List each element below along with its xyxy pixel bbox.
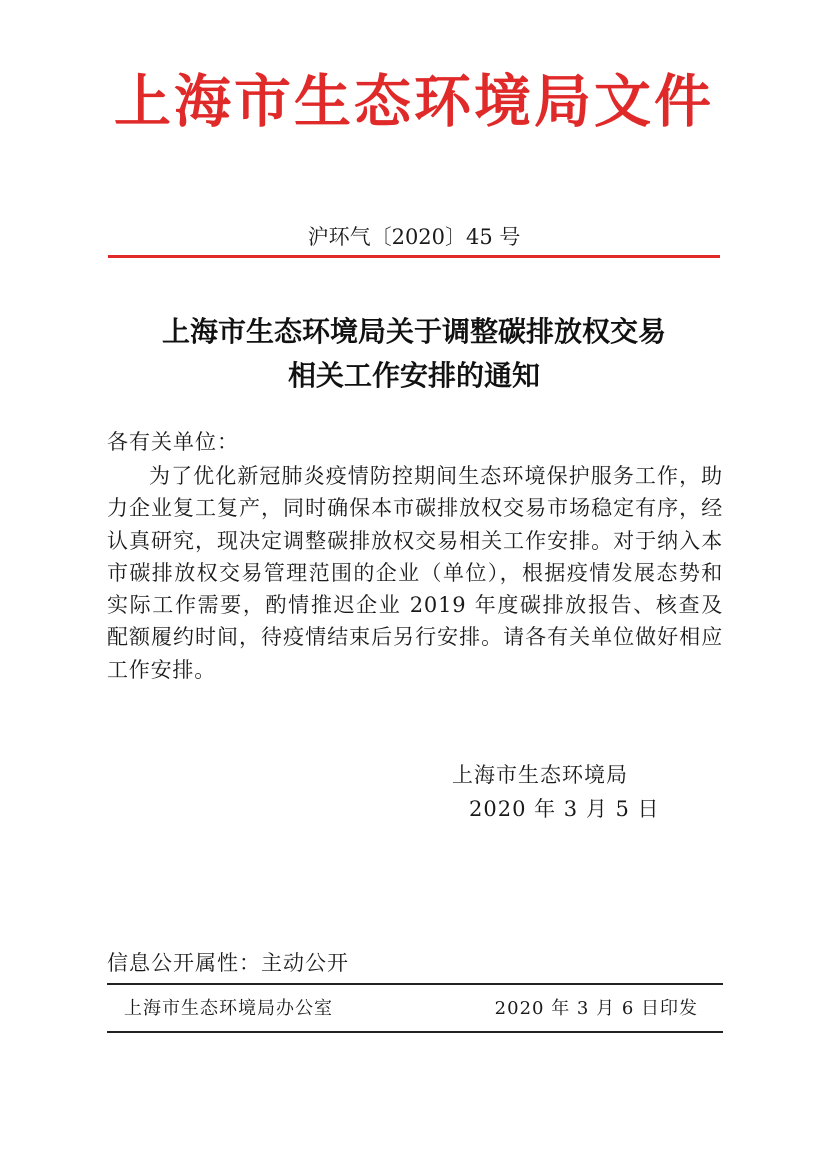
notice-title bbox=[0, 310, 828, 398]
document-number: 沪环气〔2020〕45 号 bbox=[307, 225, 521, 249]
notice-title-line-2: 相关工作安排的通知 bbox=[287, 359, 540, 392]
notice-body: 为了优化新冠肺炎疫情防控期间生态环境保护服务工作，助力企业复工复产，同时确保本市碳排放权交易市场稳定有序，经认真研究，现决定调整碳排放权交易相关工作安排。对于纳入本市碳排放权交易管理范围的企业（单位），根据疫情发展态势和实际工作需要，酌情推迟企业 2019 年度碳排放报告、核查及配额履约时间，待疫情结束后另行安排。请各有关单位做好相应工作安排。 bbox=[107, 464, 723, 682]
disclosure-attribute: 信息公开属性：主动公开 bbox=[107, 951, 349, 975]
footer-top-divider bbox=[107, 983, 723, 985]
footer-bottom-divider bbox=[107, 1031, 723, 1033]
notice-title-line-1: 上海市生态环境局关于调整碳排放权交易 bbox=[161, 315, 666, 348]
document-header-title: 上海市生态环境局文件 bbox=[114, 68, 714, 135]
footer-print-date: 2020 年 3 月 6 日印发 bbox=[494, 998, 698, 1019]
issuer-name: 上海市生态环境局 bbox=[452, 763, 628, 787]
header-red-divider bbox=[108, 255, 720, 258]
issue-date: 2020 年 3 月 5 日 bbox=[469, 797, 660, 821]
salutation: 各有关单位： bbox=[107, 430, 239, 454]
footer-issuing-office: 上海市生态环境局办公室 bbox=[124, 998, 333, 1019]
